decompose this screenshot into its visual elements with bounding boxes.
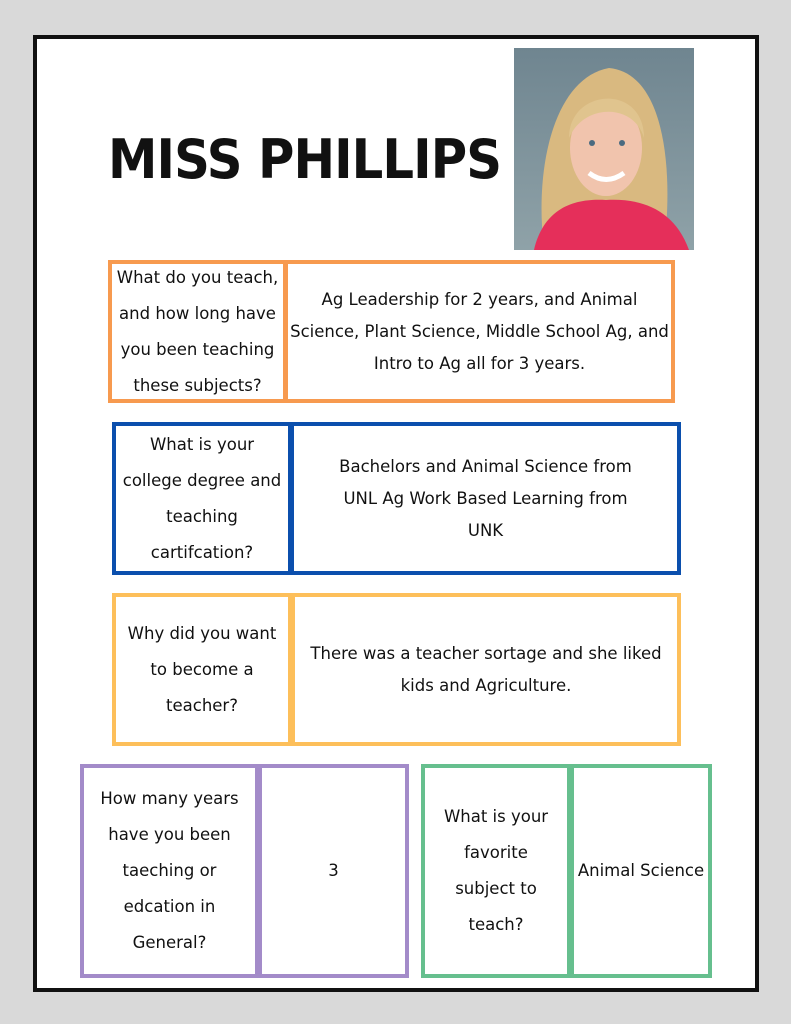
- question-teaching-subjects: What do you teach, and how long have you been teaching these subjects?: [108, 260, 287, 403]
- question-years-teaching: How many years have you been taeching or edcation in General?: [80, 764, 259, 978]
- teacher-photo: [514, 48, 694, 250]
- page-title: MISS PHILLIPS: [108, 128, 502, 191]
- answer-favorite-subject: Animal Science: [570, 764, 712, 978]
- question-why-teacher: Why did you want to become a teacher?: [112, 593, 292, 746]
- answer-why-teacher: There was a teacher sortage and she liked kids and Agriculture.: [291, 593, 681, 746]
- question-college-degree: What is your college degree and teaching cartifcation?: [112, 422, 292, 575]
- answer-teaching-subjects: Ag Leadership for 2 years, and Animal Science, Plant Science, Middle School Ag, and Intro to Ag all for 3 years.: [284, 260, 675, 403]
- answer-years-teaching: 3: [258, 764, 409, 978]
- answer-college-degree: Bachelors and Animal Science from UNL Ag Work Based Learning from UNK: [290, 422, 681, 575]
- question-favorite-subject: What is your favorite subject to teach?: [421, 764, 571, 978]
